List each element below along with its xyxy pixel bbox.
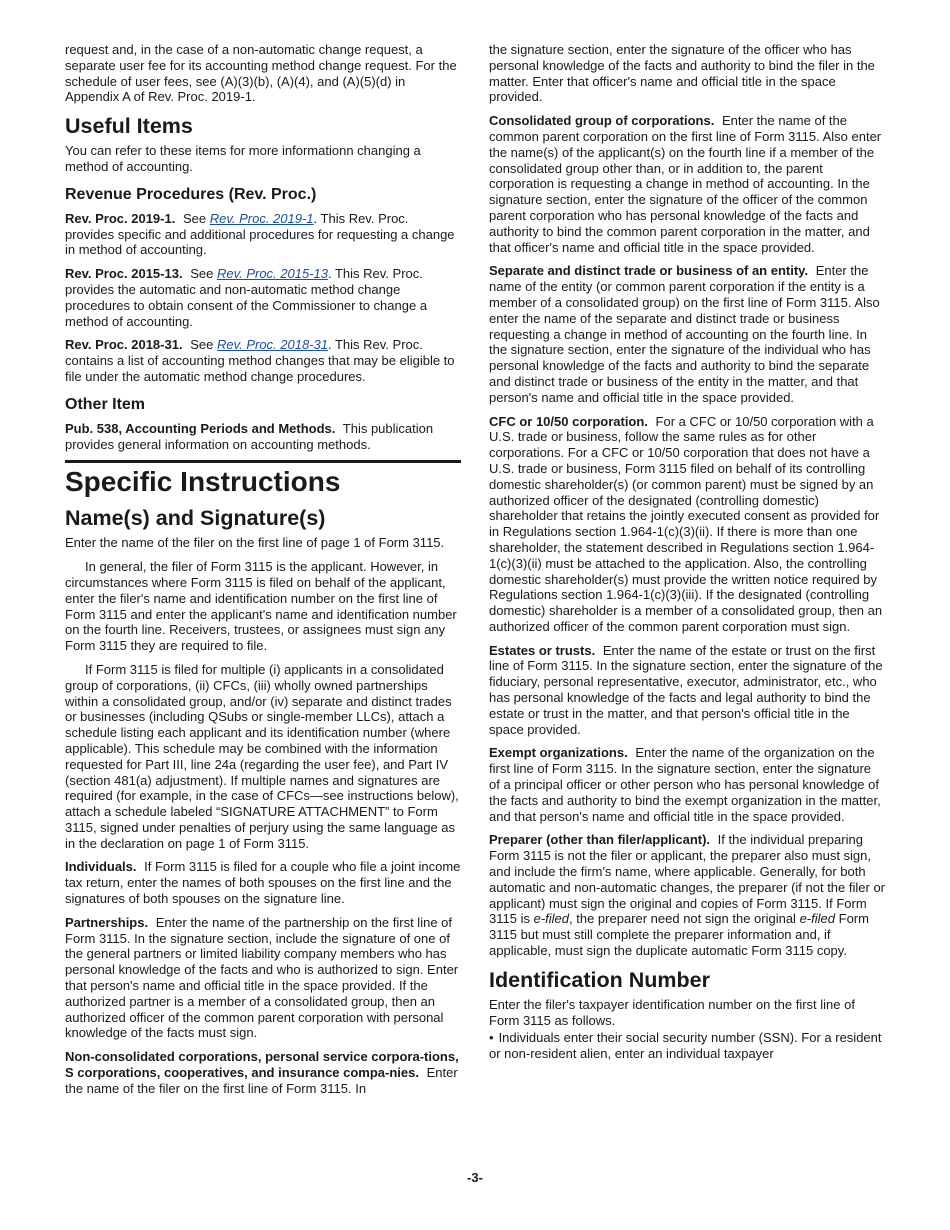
consolidated-paragraph (489, 113, 885, 255)
rev-proc-2019-1-link[interactable]: Rev. Proc. 2019-1 (209, 210, 314, 226)
useful-items-text: You can refer to these items for more informationn changing a method of accounting. (65, 143, 421, 174)
rev-proc-text: . This Rev. Proc. contains a list of accounting method changes that may be eligible to file under the automatic method change procedures. (65, 337, 455, 384)
see-label: See (190, 337, 214, 353)
rev-proc-2019-1 (65, 211, 461, 258)
identification-bullet: • Individuals enter their social security number (SSN). For a resident or non-resident alien, enter an individual taxpayer (489, 1030, 885, 1062)
nonconsolidated-title: Non-consolidated corporations, personal service corpora-tions, S corporations, cooperatives, and insurance compa-nies. (65, 1049, 459, 1081)
rev-proc-text: . This Rev. Proc. provides specific and additional procedures for requesting a change in method of accounting. (65, 210, 455, 258)
exempt-title: Exempt organizations. (489, 745, 628, 761)
page-number: -3- (467, 1170, 483, 1185)
preparer-text-3: Form 3115 but must still complete the preparer information and, if applicable, must sign the duplicate automatic Form 3115 copy. (489, 911, 869, 959)
rev-proc-2018-31 (65, 337, 461, 384)
separate-trade-text: Enter the name of the entity (or common parent corporation if the entity is a member of a consolidated group) on the first line of Form 3115. Also enter the name of the separate and distinct trade or business requesting a change in method of accounting on the fourth line. In the signature section, enter the signature of the individual who has personal knowledge of the facts and authority to bind the separate and distinct trade or business of the entity in the matter, and that person's name and official title in the space provided. (489, 263, 880, 405)
estates-title: Estates or trusts. (489, 642, 596, 658)
preparer-paragraph (489, 832, 885, 958)
consolidated-title: Consolidated group of corporations. (489, 113, 715, 129)
rev-proc-title: Rev. Proc. 2019-1. (65, 210, 176, 226)
pub-538-paragraph (65, 421, 461, 453)
see-label: See (190, 266, 214, 282)
partnerships-text: Enter the name of the partnership on the first line of Form 3115. In the signature section, include the signature of one of the general partners or limited liability company members who has personal knowledge of the facts and who is authorized to sign. Enter that person's name and official title in the space provided. If the authorized partner is a member of a consolidated group, then an authorized officer of the common parent corporation with personal knowledge of the facts must sign. (65, 914, 459, 1041)
separate-trade-title: Separate and distinct trade or business of an entity. (489, 263, 809, 279)
identification-text: Enter the filer's taxpayer identification number on the first line of Form 3115 as follows. (489, 996, 855, 1028)
left-column (65, 42, 461, 1105)
rev-proc-text: . This Rev. Proc. provides the automatic and non-automatic method change procedures to obtain consent of the Commissioner to change a method of accounting. (65, 266, 428, 329)
names-paragraph-2: In general, the filer of Form 3115 is the applicant. However, in circumstances where Form 3115 is filed on behalf of the applicant, enter the filer's name and identification number on the first line of Form 3115 and enter the applicant's name and identification number on the fourth line. Receivers, trustees, or assignees must sign any Form 3115 they are required to file. (65, 559, 457, 654)
cfc-paragraph (489, 414, 885, 635)
pub-538-text: This publication provides general information on accounting methods. (65, 420, 434, 452)
estates-text: Enter the name of the estate or trust on the first line of Form 3115. In the signature section, enter the signature of the fiduciary, personal representative, executor, administrator, etc., who has personal knowledge of the facts and legal authority to bind the estate or trust in the matter, and that person's official title in the space provided. (489, 642, 883, 737)
efiled-term: e-filed (799, 911, 835, 927)
individuals-title: Individuals. (65, 859, 137, 875)
rev-proc-title: Rev. Proc. 2015-13. (65, 266, 183, 282)
names-signatures-heading: Name(s) and Signature(s) (65, 506, 326, 531)
see-label: See (182, 210, 207, 226)
continued-paragraph: the signature section, enter the signature of the officer who has personal knowledge of the facts and authority to bind the filer in the matter. Enter that officer's name and official title in the space provided. (489, 42, 875, 105)
intro-paragraph: request and, in the case of a non-automatic change request, a separate user fee for its accounting method change request. For the schedule of user fees, see (A)(3)(b), (A)(4), and (A)(5)(d) in Appendix A of Rev. Proc. 2019-1. (65, 42, 457, 105)
specific-instructions-heading: Specific Instructions (65, 460, 461, 499)
preparer-title: Preparer (other than filer/applicant). (489, 832, 711, 848)
rev-proc-2018-31-link[interactable]: Rev. Proc. 2018-31 (216, 337, 328, 353)
nonconsolidated-text: Enter the name of the filer on the first line of Form 3115. In (65, 1065, 458, 1096)
pub-538-title: Pub. 538, Accounting Periods and Methods. (65, 420, 336, 436)
partnerships-title: Partnerships. (65, 914, 149, 930)
individuals-text: If Form 3115 is filed for a couple who file a joint income tax return, enter the names of both spouses on the first line and the signatures of both spouses on the signature line. (65, 859, 461, 907)
names-paragraph-1: Enter the name of the filer on the first line of page 1 of Form 3115. (65, 535, 445, 551)
other-item-heading: Other Item (65, 395, 146, 413)
exempt-paragraph (489, 745, 885, 824)
rev-proc-2015-13-link[interactable]: Rev. Proc. 2015-13 (216, 266, 328, 282)
individuals-paragraph (65, 859, 461, 906)
partnerships-paragraph (65, 915, 461, 1041)
rev-procs-heading: Revenue Procedures (Rev. Proc.) (65, 185, 317, 203)
useful-items-heading: Useful Items (65, 114, 193, 139)
preparer-text-1: If the individual preparing Form 3115 is not the filer or applicant, the preparer also must sign, and include the firm's name, where applicable. Generally, for both automatic and non-automatic changes, the preparer (if not the filer or applicant) must sign the original and copies of Form 3115. If Form 3115 is (489, 832, 885, 927)
separate-trade-paragraph (489, 263, 885, 405)
names-paragraph-3: If Form 3115 is filed for multiple (i) applicants in a consolidated group of corporations, (ii) CFCs, (iii) wholly owned partnerships within a consolidated group, and/or (iv) separate and distinct trades or businesses (including QSubs or single-member LLCs), attach a schedule listing each applicant and its identification number (where applicable). This schedule may be combined with the information requested for Part III, line 24a (regarding the user fee), and Part IV (section 481(a) adjustment). If multiple names and signatures are required (for example, in the case of CFCs—see instructions below), attach a schedule labeled “SIGNATURE ATTACHMENT” to Form 3115, signed under penalties of perjury using the same language as in the declaration on page 1 of Form 3115. (65, 661, 459, 851)
nonconsolidated-paragraph (65, 1049, 461, 1096)
consolidated-text: Enter the name of the common parent corporation on the first line of Form 3115. Also enter the name(s) of the applicant(s) on the fourth line if a member of the consolidated group other than, or in addition to, the parent corporation is requesting a change in method of accounting. In the signature section, enter the signature of the officer of the common parent corporation who has personal knowledge of the facts and authority to bind the common parent corporation in the matter, and that officer's name and official title in the space provided. (489, 113, 882, 255)
identification-number-heading: Identification Number (489, 967, 710, 992)
cfc-title: CFC or 10/50 corporation. (489, 413, 648, 429)
cfc-text: For a CFC or 10/50 corporation with a U.S. trade or business, follow the same rules as for other corporations. For a CFC or 10/50 corporation that does not have a U.S. trade or business, Form 3115 filed on behalf of its controlling domestic shareholder(s) (or common parent) must be signed by an authorized officer of the designated (controlling domestic) shareholder that retains the jointly executed consent as provided for in Regulations section 1.964-1(c)(3)(ii). If there is more than one shareholder, the statement described in Regulations section 1.964-1(c)(3)(ii) must be attached to the application. Also, the controlling domestic shareholder(s) must provide the written notice required by Regulations section 1.964-1(c)(3)(iii). If the designated (controlling domestic) shareholder is a member of a consolidated group, then an authorized officer of the common parent corporation must sign. (489, 413, 883, 634)
efiled-term: e-filed (533, 911, 570, 927)
rev-proc-title: Rev. Proc. 2018-31. (65, 337, 183, 353)
right-column (489, 42, 885, 1070)
preparer-text-2: , the preparer need not sign the original (569, 911, 796, 927)
rev-proc-2015-13 (65, 266, 461, 329)
estates-paragraph (489, 643, 885, 738)
exempt-text: Enter the name of the organization on the first line of Form 3115. In the signature section, enter the signature of a principal officer or other person who has personal knowledge of the facts and authority to bind the exempt organization in the matter, and that person's name and official title in the space provided. (489, 745, 881, 824)
